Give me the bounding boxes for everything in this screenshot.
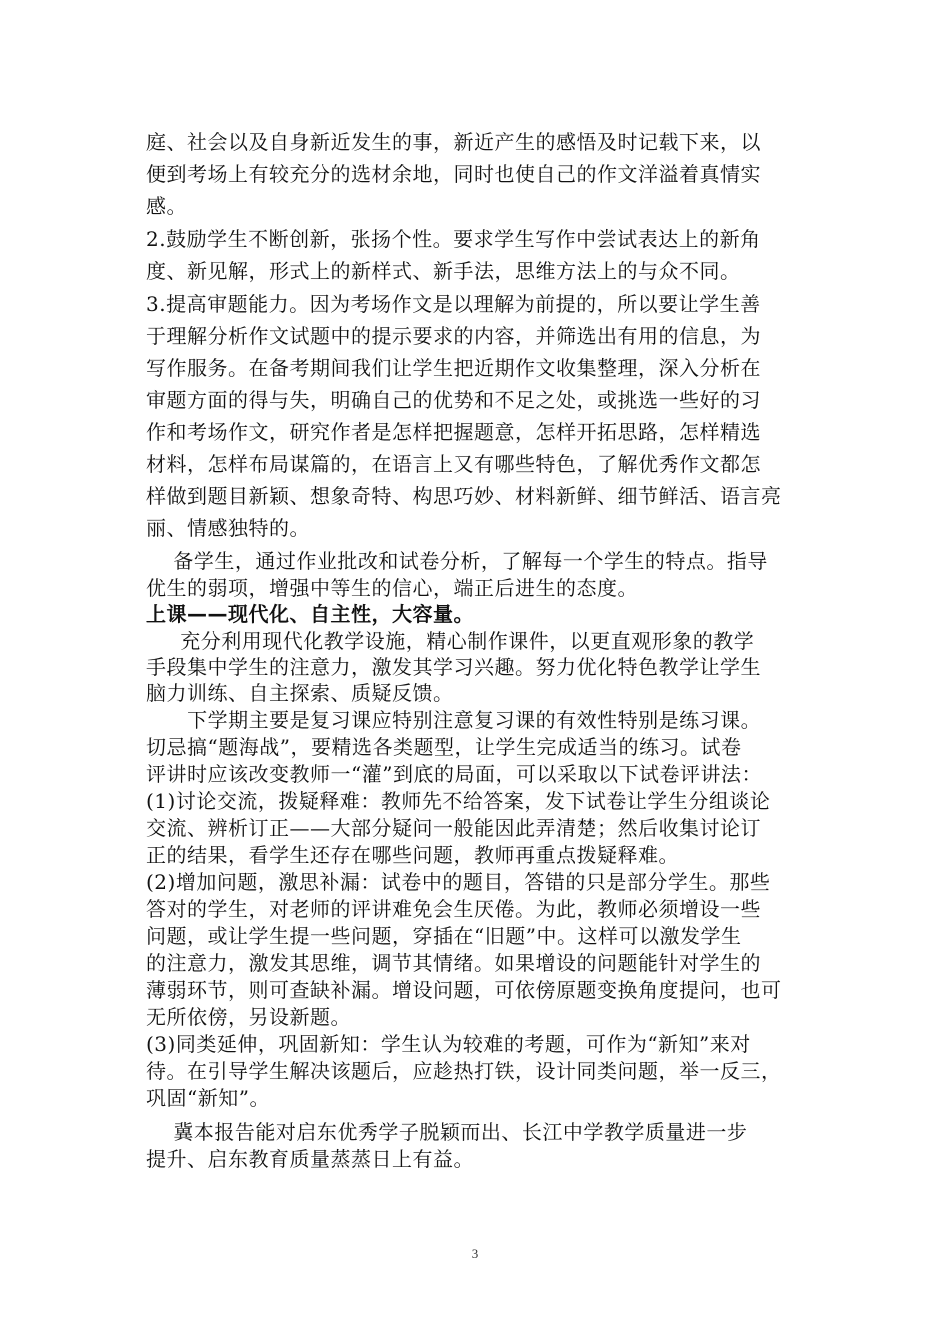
text-line: 材料，怎样布局谋篇的，在语言上又有哪些特色，了解优秀作文都怎 xyxy=(146,452,761,476)
text-line: 问题，或让学生提一些问题，穿插在“旧题”中。这样可以激发学生 xyxy=(146,924,742,948)
text-line: 写作服务。在备考期间我们让学生把近期作文收集整理，深入分析在 xyxy=(146,356,761,380)
text-line: 正的结果，看学生还存在哪些问题，教师再重点拨疑释难。 xyxy=(146,843,679,867)
text-line: 于理解分析作文试题中的提示要求的内容，并筛选出有用的信息，为 xyxy=(146,324,761,348)
text-line: (3)同类延伸，巩固新知：学生认为较难的考题，可作为“新知”来对 xyxy=(146,1032,751,1056)
text-line: 薄弱环节，则可查缺补漏。增设问题，可依傍原题变换角度提问，也可 xyxy=(146,978,782,1002)
text-line: 度、新见解，形式上的新样式、新手法，思维方法上的与众不同。 xyxy=(146,259,741,283)
text-line: (2)增加问题，激思补漏：试卷中的题目，答错的只是部分学生。那些 xyxy=(146,870,771,894)
text-line: 交流、辨析订正——大部分疑问一般能因此弄清楚；然后收集讨论订 xyxy=(146,816,761,840)
text-line: 评讲时应该改变教师一“灌”到底的局面，可以采取以下试卷评讲法： xyxy=(146,762,762,786)
text-line: 感。 xyxy=(146,194,187,218)
text-line: 答对的学生，对老师的评讲难免会生厌倦。为此，教师必须增设一些 xyxy=(146,897,761,921)
text-line: 备学生，通过作业批改和试卷分析，了解每一个学生的特点。指导 xyxy=(146,549,768,573)
text-line: 待。在引导学生解决该题后，应趁热打铁，设计同类问题，举一反三， xyxy=(146,1059,782,1083)
text-line: 3.提高审题能力。因为考场作文是以理解为前提的，所以要让学生善 xyxy=(146,292,761,316)
page-number: 3 xyxy=(471,1246,479,1261)
text-line: 庭、社会以及自身新近发生的事，新近产生的感悟及时记载下来，以 xyxy=(146,130,761,154)
text-line: 提升、启东教育质量蒸蒸日上有益。 xyxy=(146,1147,474,1171)
text-line: 审题方面的得与失，明确自己的优势和不足之处，或挑选一些好的习 xyxy=(146,388,761,412)
text-line: 充分利用现代化教学设施，精心制作课件，以更直观形象的教学 xyxy=(146,629,755,653)
text-line: 脑力训练、自主探索、质疑反馈。 xyxy=(146,681,454,705)
text-line: 的注意力，激发其思维，调节其情绪。如果增设的问题能针对学生的 xyxy=(146,951,761,975)
text-line: 无所依傍，另设新题。 xyxy=(146,1005,351,1029)
text-line: (1)讨论交流，拨疑释难：教师先不给答案，发下试卷让学生分组谈论 xyxy=(146,789,771,813)
section-heading: 上课——现代化、自主性，大容量。 xyxy=(146,602,474,626)
text-line: 2.鼓励学生不断创新，张扬个性。要求学生写作中尝试表达上的新角 xyxy=(146,227,761,251)
text-line: 作和考场作文，研究作者是怎样把握题意，怎样开拓思路，怎样精选 xyxy=(146,420,761,444)
text-line: 手段集中学生的注意力，激发其学习兴趣。努力优化特色教学让学生 xyxy=(146,655,761,679)
text-line: 便到考场上有较充分的选材余地，同时也使自己的作文洋溢着真情实 xyxy=(146,162,761,186)
text-line: 切忌搞“题海战”，要精选各类题型，让学生完成适当的练习。试卷 xyxy=(146,735,742,759)
text-line: 样做到题目新颖、想象奇特、构思巧妙、材料新鲜、细节鲜活、语言亮 xyxy=(146,484,782,508)
text-line: 下学期主要是复习课应特别注意复习课的有效性特别是练习课。 xyxy=(146,708,762,732)
text-line: 巩固“新知”。 xyxy=(146,1086,270,1110)
text-line: 丽、情感独特的。 xyxy=(146,516,310,540)
text-line: 优生的弱项，增强中等生的信心，端正后进生的态度。 xyxy=(146,576,638,600)
text-line: 冀本报告能对启东优秀学子脱颖而出、长江中学教学质量进一步 xyxy=(146,1120,748,1144)
